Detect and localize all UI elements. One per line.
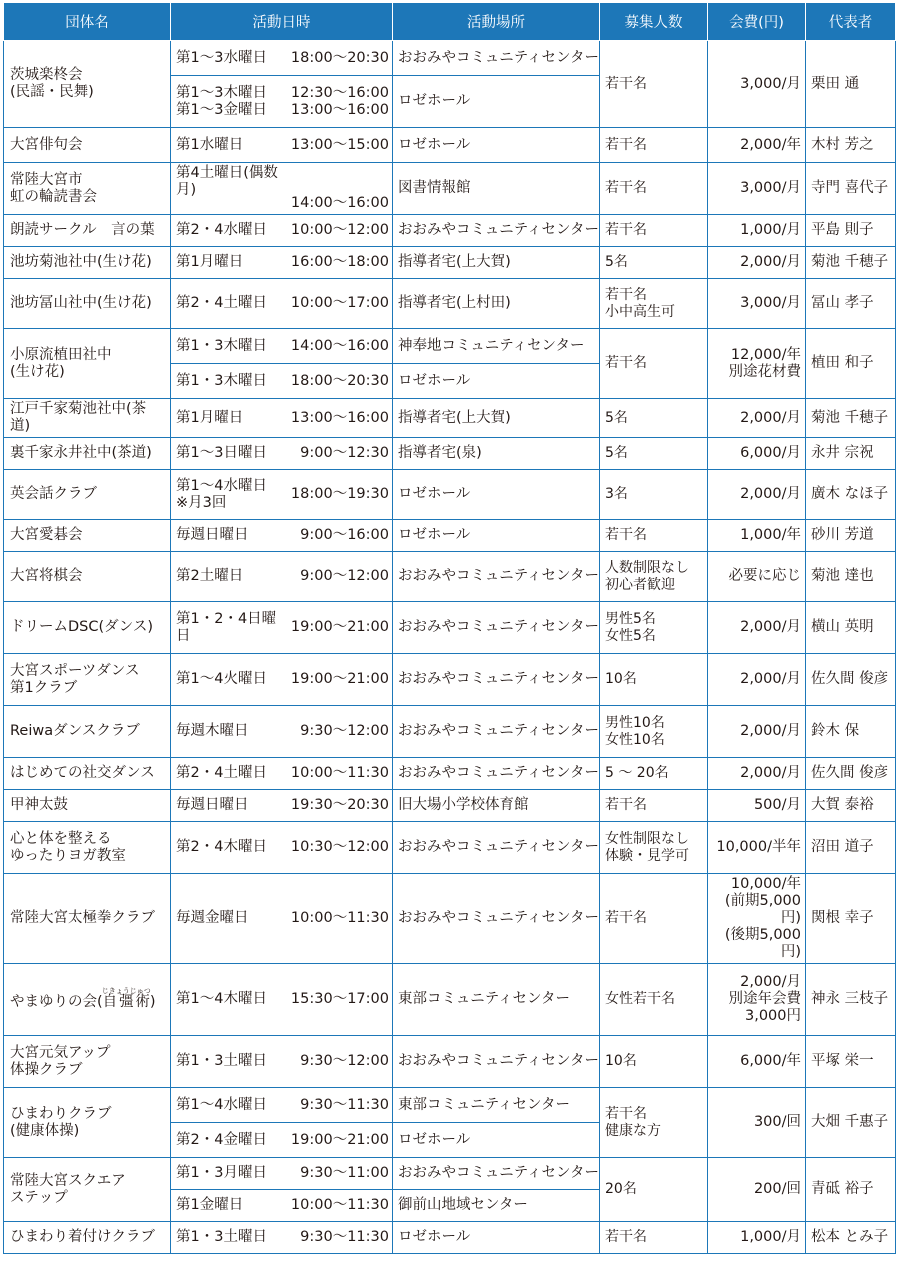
table-row bbox=[4, 41, 896, 76]
activity-day-cell: 第2・4土曜日 bbox=[171, 279, 280, 329]
activity-day-cell: 第1・3木曜日 bbox=[171, 329, 280, 364]
activity-place-cell: おおみやコミュニティセンター bbox=[393, 874, 600, 964]
fee-cell: 3,000/月 bbox=[708, 163, 806, 215]
activity-time-cell: 18:00〜20:30 bbox=[280, 364, 393, 399]
representative-cell: 菊池 千穂子 bbox=[806, 247, 896, 279]
fee-cell: 12,000/年 別途花材費 bbox=[708, 329, 806, 399]
activity-day-cell: 第2・4土曜日 bbox=[171, 758, 280, 790]
group-name-text-end: ) bbox=[149, 993, 156, 1010]
group-name-cell: はじめての社交ダンス bbox=[4, 758, 171, 790]
group-name-ruby-base: 自彊術 bbox=[101, 993, 151, 1010]
activity-day-cell: 第4土曜日(偶数月) bbox=[171, 163, 280, 215]
representative-cell: 永井 宗祝 bbox=[806, 438, 896, 470]
table-row bbox=[4, 1088, 896, 1123]
group-name-cell: 常陸大宮太極拳クラブ bbox=[4, 874, 171, 964]
representative-cell: 神永 三枝子 bbox=[806, 964, 896, 1036]
fee-cell: 2,000/月 bbox=[708, 654, 806, 706]
activity-day-cell: 第2・4木曜日 bbox=[171, 822, 280, 874]
recruit-count-cell: 5名 bbox=[600, 399, 708, 438]
table-row bbox=[4, 964, 896, 1036]
fee-cell: 1,000/月 bbox=[708, 1222, 806, 1254]
activity-place-cell: 指導者宅(上村田) bbox=[393, 279, 600, 329]
activity-time-cell: 10:30〜12:00 bbox=[280, 822, 393, 874]
group-name-furigana: じきょうじゅつ bbox=[101, 986, 151, 995]
activity-place-cell: おおみやコミュニティセンター bbox=[393, 654, 600, 706]
fee-cell: 2,000/月 bbox=[708, 706, 806, 758]
activity-place-cell: ロゼホール bbox=[393, 470, 600, 520]
activity-place-cell: おおみやコミュニティセンター bbox=[393, 1158, 600, 1190]
representative-cell: 植田 和子 bbox=[806, 329, 896, 399]
activity-place-cell: ロゼホール bbox=[393, 76, 600, 128]
recruit-count-cell: 5 〜 20名 bbox=[600, 758, 708, 790]
group-name-cell: 英会話クラブ bbox=[4, 470, 171, 520]
fee-cell: 必要に応じ bbox=[708, 552, 806, 602]
representative-cell: 廣木 なほ子 bbox=[806, 470, 896, 520]
recruit-count-cell: 5名 bbox=[600, 438, 708, 470]
group-name-cell: 裏千家永井社中(茶道) bbox=[4, 438, 171, 470]
fee-cell: 2,000/月 bbox=[708, 399, 806, 438]
activity-time-cell: 9:30〜11:30 bbox=[280, 1222, 393, 1254]
representative-cell: 沼田 道子 bbox=[806, 822, 896, 874]
table-row bbox=[4, 163, 896, 215]
activity-time-cell: 18:00〜19:30 bbox=[280, 470, 393, 520]
representative-cell: 砂川 芳道 bbox=[806, 520, 896, 552]
group-name-cell: 大宮愛碁会 bbox=[4, 520, 171, 552]
representative-cell: 大畑 千惠子 bbox=[806, 1088, 896, 1158]
table-row bbox=[4, 602, 896, 654]
recruit-count-cell: 若干名 bbox=[600, 790, 708, 822]
fee-cell: 500/月 bbox=[708, 790, 806, 822]
fee-cell: 2,000/年 bbox=[708, 128, 806, 163]
activity-place-cell: 図書情報館 bbox=[393, 163, 600, 215]
activity-place-cell: ロゼホール bbox=[393, 520, 600, 552]
activity-time-cell: 16:00〜18:00 bbox=[280, 247, 393, 279]
activity-place-cell: おおみやコミュニティセンター bbox=[393, 822, 600, 874]
table-row bbox=[4, 279, 896, 329]
table-row bbox=[4, 247, 896, 279]
fee-cell: 3,000/月 bbox=[708, 41, 806, 128]
activity-time-cell: 13:00〜16:00 bbox=[280, 399, 393, 438]
activity-place-cell: ロゼホール bbox=[393, 364, 600, 399]
activity-time-cell: 9:30〜12:00 bbox=[280, 1036, 393, 1088]
table-row bbox=[4, 706, 896, 758]
recruit-count-cell: 若干名 bbox=[600, 874, 708, 964]
activity-time-cell: 10:00〜12:00 bbox=[280, 215, 393, 247]
activity-time-cell: 10:00〜11:30 bbox=[280, 874, 393, 964]
recruit-count-cell: 男性10名 女性10名 bbox=[600, 706, 708, 758]
fee-cell: 200/回 bbox=[708, 1158, 806, 1222]
recruit-count-cell: 3名 bbox=[600, 470, 708, 520]
activity-time-cell: 13:00〜15:00 bbox=[280, 128, 393, 163]
activity-time-cell: 10:00〜17:00 bbox=[280, 279, 393, 329]
activity-day-cell: 第1月曜日 bbox=[171, 399, 280, 438]
activity-place-cell: 指導者宅(上大賀) bbox=[393, 399, 600, 438]
activity-place-cell: ロゼホール bbox=[393, 128, 600, 163]
fee-cell: 1,000/月 bbox=[708, 215, 806, 247]
representative-cell: 冨山 孝子 bbox=[806, 279, 896, 329]
fee-cell: 10,000/半年 bbox=[708, 822, 806, 874]
group-name-cell: 常陸大宮市 虹の輪読書会 bbox=[4, 163, 171, 215]
activity-day-cell: 毎週日曜日 bbox=[171, 790, 280, 822]
activity-day-cell: 第2土曜日 bbox=[171, 552, 280, 602]
fee-cell: 6,000/年 bbox=[708, 1036, 806, 1088]
representative-cell: 横山 英明 bbox=[806, 602, 896, 654]
recruit-count-cell: 人数制限なし 初心者歓迎 bbox=[600, 552, 708, 602]
recruit-count-cell: 若干名 健康な方 bbox=[600, 1088, 708, 1158]
representative-cell: 関根 幸子 bbox=[806, 874, 896, 964]
activity-day-cell: 第1・3土曜日 bbox=[171, 1036, 280, 1088]
activity-day-cell: 第1・3木曜日 bbox=[171, 364, 280, 399]
fee-cell: 300/回 bbox=[708, 1088, 806, 1158]
table-row bbox=[4, 790, 896, 822]
activity-place-cell: おおみやコミュニティセンター bbox=[393, 1036, 600, 1088]
representative-cell: 寺門 喜代子 bbox=[806, 163, 896, 215]
activity-day-cell: 毎週木曜日 bbox=[171, 706, 280, 758]
recruit-count-cell: 若干名 小中高生可 bbox=[600, 279, 708, 329]
group-name-cell: 池坊菊池社中(生け花) bbox=[4, 247, 171, 279]
representative-cell: 菊池 千穂子 bbox=[806, 399, 896, 438]
group-name-cell: 茨城楽柊会 (民謡・民舞) bbox=[4, 41, 171, 128]
recruit-count-cell: 20名 bbox=[600, 1158, 708, 1222]
activity-time-cell: 9:30〜12:00 bbox=[280, 706, 393, 758]
group-name-cell bbox=[4, 964, 171, 1036]
activity-day-cell: 第2・4金曜日 bbox=[171, 1123, 280, 1158]
representative-cell: 青砥 裕子 bbox=[806, 1158, 896, 1222]
activity-time-cell: 9:00〜16:00 bbox=[280, 520, 393, 552]
fee-cell: 2,000/月 bbox=[708, 247, 806, 279]
recruit-count-cell: 若干名 bbox=[600, 520, 708, 552]
activity-day-cell: 第1・3土曜日 bbox=[171, 1222, 280, 1254]
group-name-cell: 池坊冨山社中(生け花) bbox=[4, 279, 171, 329]
table-row bbox=[4, 758, 896, 790]
representative-cell: 栗田 通 bbox=[806, 41, 896, 128]
group-name-cell: 小原流植田社中 (生け花) bbox=[4, 329, 171, 399]
activity-place-cell: おおみやコミュニティセンター bbox=[393, 602, 600, 654]
activity-day-cell: 第1〜4水曜日 ※月3回 bbox=[171, 470, 280, 520]
fee-cell: 2,000/月 bbox=[708, 470, 806, 520]
header-fee: 会費(円) bbox=[708, 3, 806, 41]
activity-place-cell: おおみやコミュニティセンター bbox=[393, 552, 600, 602]
recruit-count-cell: 若干名 bbox=[600, 41, 708, 128]
activity-time-cell: 12:30〜16:00 13:00〜16:00 bbox=[280, 76, 393, 128]
representative-cell: 大賀 泰裕 bbox=[806, 790, 896, 822]
activity-time-cell: 9:00〜12:00 bbox=[280, 552, 393, 602]
activity-time-cell: 19:00〜21:00 bbox=[280, 602, 393, 654]
activity-place-cell: おおみやコミュニティセンター bbox=[393, 215, 600, 247]
activity-day-cell: 第1・3月曜日 bbox=[171, 1158, 280, 1190]
activity-time-cell: 9:00〜12:30 bbox=[280, 438, 393, 470]
table-row bbox=[4, 1222, 896, 1254]
representative-cell: 佐久間 俊彦 bbox=[806, 758, 896, 790]
representative-cell: 木村 芳之 bbox=[806, 128, 896, 163]
fee-cell: 2,000/月 bbox=[708, 602, 806, 654]
fee-cell: 3,000/月 bbox=[708, 279, 806, 329]
table-row bbox=[4, 654, 896, 706]
recruit-count-cell: 若干名 bbox=[600, 163, 708, 215]
group-name-text: やまゆりの会( bbox=[10, 993, 103, 1010]
activity-place-cell: 旧大場小学校体育館 bbox=[393, 790, 600, 822]
table-row bbox=[4, 552, 896, 602]
activity-time-cell: 9:30〜11:30 bbox=[280, 1088, 393, 1123]
fee-cell: 1,000/年 bbox=[708, 520, 806, 552]
fee-cell: 2,000/月 別途年会費 3,000円 bbox=[708, 964, 806, 1036]
representative-cell: 平島 則子 bbox=[806, 215, 896, 247]
group-name-cell: Reiwaダンスクラブ bbox=[4, 706, 171, 758]
activity-place-cell: ロゼホール bbox=[393, 1222, 600, 1254]
recruit-count-cell: 女性制限なし 体験・見学可 bbox=[600, 822, 708, 874]
activity-place-cell: 指導者宅(泉) bbox=[393, 438, 600, 470]
activity-place-cell: 東部コミュニティセンター bbox=[393, 1088, 600, 1123]
activity-time-cell: 9:30〜11:00 bbox=[280, 1158, 393, 1190]
group-name-cell: 大宮元気アップ 体操クラブ bbox=[4, 1036, 171, 1088]
header-activity-datetime: 活動日時 bbox=[171, 3, 393, 41]
group-name-ruby bbox=[101, 986, 151, 1010]
activity-time-cell: 19:00〜21:00 bbox=[280, 1123, 393, 1158]
header-representative: 代表者 bbox=[806, 3, 896, 41]
activity-time-cell: 15:30〜17:00 bbox=[280, 964, 393, 1036]
activity-day-cell: 第1〜4水曜日 bbox=[171, 1088, 280, 1123]
activity-day-cell: 第1〜3水曜日 bbox=[171, 41, 280, 76]
activity-day-cell: 第1〜3日曜日 bbox=[171, 438, 280, 470]
table-row bbox=[4, 874, 896, 964]
activity-day-cell: 第1水曜日 bbox=[171, 128, 280, 163]
club-activity-table bbox=[3, 3, 896, 1254]
activity-place-cell: 東部コミュニティセンター bbox=[393, 964, 600, 1036]
activity-time-cell: 10:00〜11:30 bbox=[280, 758, 393, 790]
table-row bbox=[4, 520, 896, 552]
fee-cell: 10,000/年 (前期5,000円) (後期5,000円) bbox=[708, 874, 806, 964]
activity-place-cell: 御前山地域センター bbox=[393, 1190, 600, 1222]
group-name-cell: ひまわりクラブ (健康体操) bbox=[4, 1088, 171, 1158]
group-name-cell: 江戸千家菊池社中(茶道) bbox=[4, 399, 171, 438]
activity-day-cell: 第1・2・4日曜日 bbox=[171, 602, 280, 654]
group-name-cell: 心と体を整える ゆったりヨガ教室 bbox=[4, 822, 171, 874]
group-name-cell: 甲神太鼓 bbox=[4, 790, 171, 822]
activity-time-cell: 14:00〜16:00 bbox=[280, 329, 393, 364]
group-name-cell: 大宮スポーツダンス 第1クラブ bbox=[4, 654, 171, 706]
activity-place-cell: 神奉地コミュニティセンター bbox=[393, 329, 600, 364]
table-row bbox=[4, 329, 896, 364]
activity-time-cell: 19:00〜21:00 bbox=[280, 654, 393, 706]
activity-day-cell: 第1〜4火曜日 bbox=[171, 654, 280, 706]
activity-day-cell: 毎週日曜日 bbox=[171, 520, 280, 552]
recruit-count-cell: 10名 bbox=[600, 1036, 708, 1088]
table-row bbox=[4, 1036, 896, 1088]
header-recruit-count: 募集人数 bbox=[600, 3, 708, 41]
recruit-count-cell: 男性5名 女性5名 bbox=[600, 602, 708, 654]
table-row bbox=[4, 399, 896, 438]
recruit-count-cell: 女性若干名 bbox=[600, 964, 708, 1036]
header-activity-place: 活動場所 bbox=[393, 3, 600, 41]
header-group-name: 団体名 bbox=[4, 3, 171, 41]
group-name-cell: 常陸大宮スクエア ステップ bbox=[4, 1158, 171, 1222]
group-name-cell: ドリームDSC(ダンス) bbox=[4, 602, 171, 654]
activity-place-cell: おおみやコミュニティセンター bbox=[393, 706, 600, 758]
activity-place-cell: 指導者宅(上大賀) bbox=[393, 247, 600, 279]
activity-day-cell: 毎週金曜日 bbox=[171, 874, 280, 964]
group-name-cell: 大宮将棋会 bbox=[4, 552, 171, 602]
table-row bbox=[4, 215, 896, 247]
activity-time-cell: 19:30〜20:30 bbox=[280, 790, 393, 822]
table-row bbox=[4, 1158, 896, 1190]
representative-cell: 平塚 栄一 bbox=[806, 1036, 896, 1088]
group-name-cell: 大宮俳句会 bbox=[4, 128, 171, 163]
representative-cell: 佐久間 俊彦 bbox=[806, 654, 896, 706]
activity-time-cell: 18:00〜20:30 bbox=[280, 41, 393, 76]
recruit-count-cell: 10名 bbox=[600, 654, 708, 706]
table-row bbox=[4, 822, 896, 874]
recruit-count-cell: 若干名 bbox=[600, 329, 708, 399]
fee-cell: 6,000/月 bbox=[708, 438, 806, 470]
activity-place-cell: おおみやコミュニティセンター bbox=[393, 41, 600, 76]
activity-day-cell: 第2・4水曜日 bbox=[171, 215, 280, 247]
table-row bbox=[4, 470, 896, 520]
recruit-count-cell: 若干名 bbox=[600, 215, 708, 247]
recruit-count-cell: 若干名 bbox=[600, 128, 708, 163]
recruit-count-cell: 5名 bbox=[600, 247, 708, 279]
table-header bbox=[4, 3, 896, 41]
activity-time-cell: 10:00〜11:30 bbox=[280, 1190, 393, 1222]
table-body bbox=[4, 41, 896, 1254]
table-row bbox=[4, 128, 896, 163]
group-name-cell: 朗読サークル 言の葉 bbox=[4, 215, 171, 247]
activity-day-cell: 第1〜3木曜日 第1〜3金曜日 bbox=[171, 76, 280, 128]
activity-time-cell: 14:00〜16:00 bbox=[280, 163, 393, 215]
activity-place-cell: ロゼホール bbox=[393, 1123, 600, 1158]
group-name-cell: ひまわり着付けクラブ bbox=[4, 1222, 171, 1254]
activity-day-cell: 第1月曜日 bbox=[171, 247, 280, 279]
recruit-count-cell: 若干名 bbox=[600, 1222, 708, 1254]
activity-place-cell: おおみやコミュニティセンター bbox=[393, 758, 600, 790]
table-row bbox=[4, 438, 896, 470]
activity-day-cell: 第1金曜日 bbox=[171, 1190, 280, 1222]
representative-cell: 松本 とみ子 bbox=[806, 1222, 896, 1254]
representative-cell: 鈴木 保 bbox=[806, 706, 896, 758]
activity-day-cell: 第1〜4木曜日 bbox=[171, 964, 280, 1036]
representative-cell: 菊池 達也 bbox=[806, 552, 896, 602]
fee-cell: 2,000/月 bbox=[708, 758, 806, 790]
